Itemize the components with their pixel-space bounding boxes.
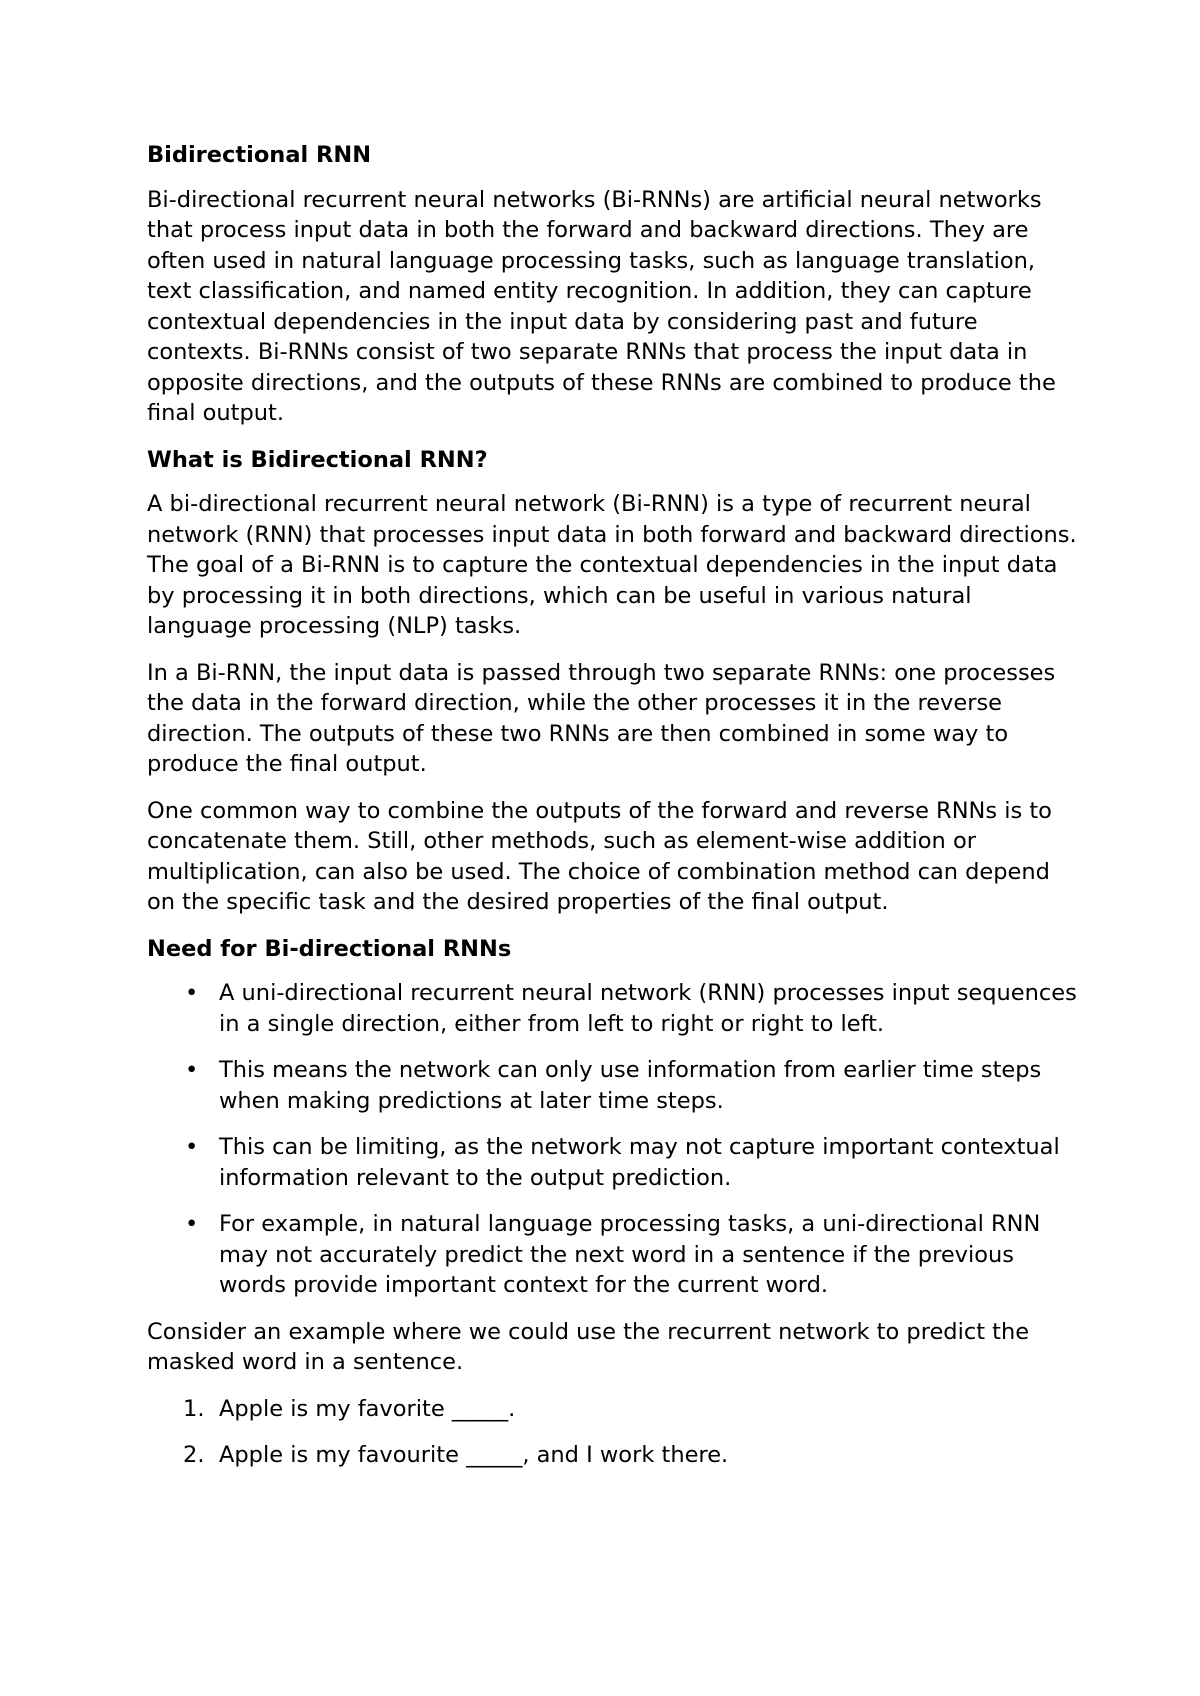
list-item xyxy=(147,1394,1077,1425)
document-page xyxy=(147,140,1077,1487)
list-item-text: Apple is my favourite _____, and I work there. xyxy=(219,1442,729,1468)
bullet-icon: • xyxy=(185,1134,199,1160)
list-item xyxy=(147,1055,1077,1116)
list-item-text: For example, in natural language processing tasks, a uni-directional RNN may not accurately predict the next word in a sentence if the previous words provide important context for the current word. xyxy=(219,1211,1041,1298)
bullet-icon: • xyxy=(185,1211,199,1237)
list-item-text: A uni-directional recurrent neural network (RNN) processes input sequences in a single direction, either from left to right or right to left. xyxy=(219,980,1077,1037)
example-intro-paragraph: Consider an example where we could use the recurrent network to predict the masked word in a sentence. xyxy=(147,1318,1030,1375)
list-item xyxy=(147,978,1077,1039)
list-item xyxy=(147,1209,1077,1301)
list-item xyxy=(147,1132,1077,1193)
list-item-text: Apple is my favorite _____. xyxy=(219,1395,516,1422)
page-title: Bidirectional RNN xyxy=(147,142,372,168)
paragraph: In a Bi-RNN, the input data is passed through two separate RNNs: one processes the data in the forward direction, while the other processes it in the reverse direction. The outputs of these two RNNs are then combined in some way to produce the final output. xyxy=(147,659,1056,777)
paragraph: A bi-directional recurrent neural network (Bi-RNN) is a type of recurrent neural network (RNN) that processes input data in both forward and backward directions. The goal of a Bi-RNN is to capture the contextual dependencies in the input data by processing it in both directions, which can be useful in various natural language processing (NLP) tasks. xyxy=(147,491,1077,639)
section-heading-need: Need for Bi-directional RNNs xyxy=(147,935,512,962)
list-item-text: This can be limiting, as the network may not capture important contextual information relevant to the output prediction. xyxy=(219,1134,1060,1191)
list-number: 2. xyxy=(183,1442,205,1468)
list-item xyxy=(147,1440,1077,1471)
bullet-icon: • xyxy=(185,980,199,1006)
bullet-icon: • xyxy=(185,1057,199,1083)
paragraph: One common way to combine the outputs of the forward and reverse RNNs is to concatenate them. Still, other methods, such as element-wise addition or multiplication, can also be used. The choice of combination method can depend on the specific task and the desired properties of the final output. xyxy=(147,797,1052,915)
intro-paragraph: Bi-directional recurrent neural networks (Bi-RNNs) are artificial neural networks that process input data in both the forward and backward directions. They are often used in natural language processing tasks, such as language translation, text classification, and named entity recognition. In addition, they can capture contextual dependencies in the input data by considering past and future contexts. Bi-RNNs consist of two separate RNNs that process the input data in opposite directions, and the outputs of these RNNs are combined to produce the final output. xyxy=(147,186,1056,426)
numbered-list xyxy=(147,1394,1077,1471)
list-number: 1. xyxy=(183,1395,205,1422)
list-item-text: This means the network can only use information from earlier time steps when making predictions at later time steps. xyxy=(219,1057,1042,1114)
bullet-list xyxy=(147,978,1077,1301)
section-heading-what-is: What is Bidirectional RNN? xyxy=(147,446,488,473)
